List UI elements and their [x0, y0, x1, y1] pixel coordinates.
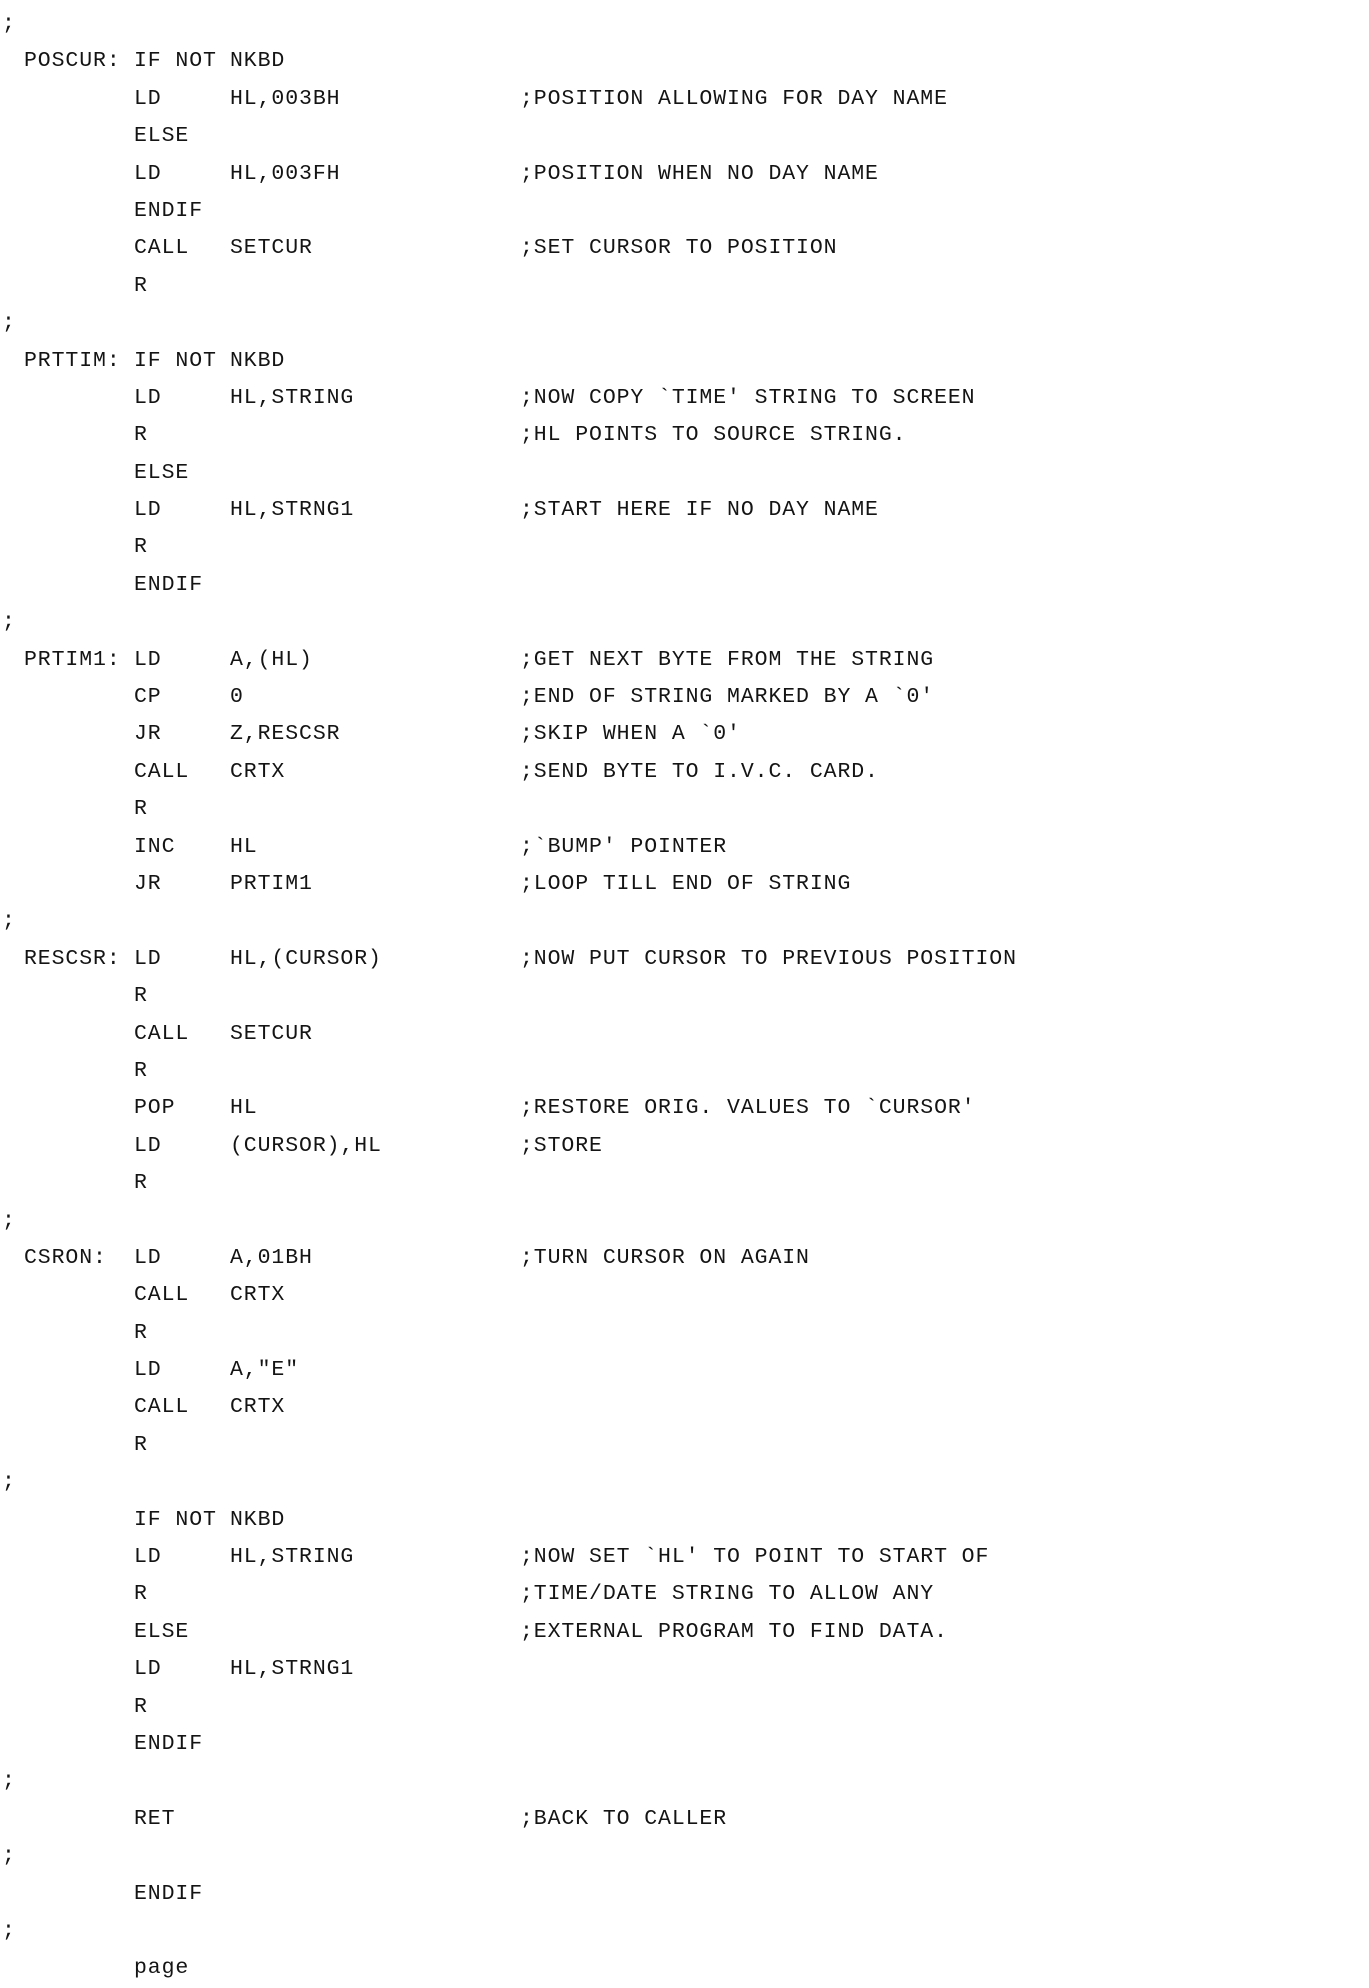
code-line	[0, 380, 1369, 417]
code-mnemonic: LD	[134, 86, 162, 111]
code-line	[0, 679, 1369, 716]
code-line	[0, 1689, 1369, 1726]
code-mnemonic: LD	[134, 1245, 162, 1270]
code-mnemonic: ELSE	[134, 124, 190, 149]
code-comment: ;SET CURSOR TO POSITION	[520, 236, 838, 261]
code-line	[0, 230, 1369, 267]
code-mnemonic: ELSE	[134, 1619, 190, 1644]
code-line	[0, 1502, 1369, 1539]
code-operand: 0	[230, 685, 244, 710]
code-comment: ;TIME/DATE STRING TO ALLOW ANY	[520, 1582, 935, 1607]
code-operand: NKBD	[230, 1507, 286, 1532]
code-mnemonic: ENDIF	[134, 198, 204, 223]
code-line	[0, 1651, 1369, 1688]
code-mnemonic: RET	[134, 1806, 176, 1831]
code-line	[0, 1427, 1369, 1464]
code-comment: ;SEND BYTE TO I.V.C. CARD.	[520, 759, 879, 784]
code-line	[0, 43, 1369, 80]
code-operand: CRTX	[230, 759, 286, 784]
code-line	[0, 268, 1369, 305]
code-operand: HL	[230, 1096, 258, 1121]
code-operand: NKBD	[230, 348, 286, 373]
code-line	[0, 1950, 1369, 1987]
code-mnemonic: JR	[134, 871, 162, 896]
code-mnemonic: R	[134, 535, 148, 560]
code-line	[0, 1277, 1369, 1314]
code-comment: ;HL POINTS TO SOURCE STRING.	[520, 423, 907, 448]
code-line	[0, 716, 1369, 753]
code-operand: HL,STRING	[230, 1545, 355, 1570]
code-line	[0, 1128, 1369, 1165]
code-line	[0, 791, 1369, 828]
code-line	[0, 978, 1369, 1015]
code-comment: ;START HERE IF NO DAY NAME	[520, 498, 879, 523]
code-mnemonic: CALL	[134, 1395, 190, 1420]
code-operand: (CURSOR),HL	[230, 1133, 382, 1158]
code-mnemonic: R	[134, 1432, 148, 1457]
code-line	[0, 1576, 1369, 1613]
code-line	[0, 941, 1369, 978]
code-line	[0, 529, 1369, 566]
code-comment: ;END OF STRING MARKED BY A `0'	[520, 685, 935, 710]
code-mnemonic: ENDIF	[134, 1881, 204, 1906]
code-mnemonic: IF NOT	[134, 1507, 217, 1532]
code-operand: HL,003FH	[230, 161, 341, 186]
comment-marker: ;	[2, 311, 16, 336]
code-line	[0, 1053, 1369, 1090]
code-operand: A,01BH	[230, 1245, 313, 1270]
code-line	[0, 1352, 1369, 1389]
code-operand: HL	[230, 834, 258, 859]
code-line	[0, 642, 1369, 679]
code-comment: ;POSITION ALLOWING FOR DAY NAME	[520, 86, 948, 111]
code-operand: HL,003BH	[230, 86, 341, 111]
code-mnemonic: LD	[134, 161, 162, 186]
code-comment: ;SKIP WHEN A `0'	[520, 722, 741, 747]
code-comment: ;TURN CURSOR ON AGAIN	[520, 1245, 810, 1270]
code-line	[0, 343, 1369, 380]
code-mnemonic: CALL	[134, 1283, 190, 1308]
code-line	[0, 81, 1369, 118]
code-operand: A,(HL)	[230, 647, 313, 672]
code-comment: ;EXTERNAL PROGRAM TO FIND DATA.	[520, 1619, 948, 1644]
code-mnemonic: ENDIF	[134, 572, 204, 597]
code-mnemonic: CALL	[134, 1021, 190, 1046]
code-mnemonic: ELSE	[134, 460, 190, 485]
code-comment: ;NOW SET `HL' TO POINT TO START OF	[520, 1545, 990, 1570]
code-line	[0, 1203, 1369, 1240]
code-operand: HL,STRING	[230, 385, 355, 410]
code-mnemonic: R	[134, 423, 148, 448]
code-mnemonic: R	[134, 1171, 148, 1196]
code-operand: SETCUR	[230, 236, 313, 261]
code-comment: ;NOW COPY `TIME' STRING TO SCREEN	[520, 385, 976, 410]
code-mnemonic: LD	[134, 1133, 162, 1158]
code-mnemonic: LD	[134, 1657, 162, 1682]
code-line	[0, 6, 1369, 43]
code-mnemonic: LD	[134, 1545, 162, 1570]
code-line	[0, 1876, 1369, 1913]
code-line	[0, 866, 1369, 903]
code-label: CSRON:	[24, 1245, 107, 1270]
code-line	[0, 156, 1369, 193]
code-operand: PRTIM1	[230, 871, 313, 896]
code-mnemonic: LD	[134, 946, 162, 971]
code-mnemonic: LD	[134, 647, 162, 672]
code-operand: HL,STRNG1	[230, 498, 355, 523]
code-line	[0, 1464, 1369, 1501]
code-operand: HL,STRNG1	[230, 1657, 355, 1682]
code-line	[0, 1913, 1369, 1950]
comment-marker: ;	[2, 1208, 16, 1233]
code-comment: ;STORE	[520, 1133, 603, 1158]
code-comment: ;`BUMP' POINTER	[520, 834, 728, 859]
code-operand: NKBD	[230, 49, 286, 74]
code-line	[0, 1016, 1369, 1053]
comment-marker: ;	[2, 1470, 16, 1495]
code-mnemonic: LD	[134, 498, 162, 523]
code-mnemonic: R	[134, 984, 148, 1009]
code-mnemonic: ENDIF	[134, 1731, 204, 1756]
code-operand: Z,RESCSR	[230, 722, 341, 747]
code-comment: ;LOOP TILL END OF STRING	[520, 871, 852, 896]
code-line	[0, 754, 1369, 791]
code-operand: CRTX	[230, 1395, 286, 1420]
code-mnemonic: R	[134, 273, 148, 298]
code-mnemonic: R	[134, 1058, 148, 1083]
code-mnemonic: R	[134, 1582, 148, 1607]
code-label: PRTTIM:	[24, 348, 121, 373]
code-mnemonic: LD	[134, 1358, 162, 1383]
code-line	[0, 1763, 1369, 1800]
code-mnemonic: IF NOT	[134, 49, 217, 74]
code-mnemonic: page	[134, 1956, 190, 1981]
code-line	[0, 1539, 1369, 1576]
code-label: RESCSR:	[24, 946, 121, 971]
code-line	[0, 118, 1369, 155]
code-mnemonic: R	[134, 1320, 148, 1345]
code-operand: SETCUR	[230, 1021, 313, 1046]
code-comment: ;POSITION WHEN NO DAY NAME	[520, 161, 879, 186]
code-line	[0, 492, 1369, 529]
code-mnemonic: CALL	[134, 759, 190, 784]
code-line	[0, 417, 1369, 454]
code-line	[0, 193, 1369, 230]
code-line	[0, 305, 1369, 342]
code-mnemonic: INC	[134, 834, 176, 859]
code-mnemonic: JR	[134, 722, 162, 747]
code-mnemonic: CALL	[134, 236, 190, 261]
code-mnemonic: CP	[134, 685, 162, 710]
code-mnemonic: R	[134, 797, 148, 822]
code-line	[0, 1315, 1369, 1352]
code-line	[0, 567, 1369, 604]
code-comment: ;RESTORE ORIG. VALUES TO `CURSOR'	[520, 1096, 976, 1121]
code-label: PRTIM1:	[24, 647, 121, 672]
code-label: POSCUR:	[24, 49, 121, 74]
code-line	[0, 1726, 1369, 1763]
comment-marker: ;	[2, 1918, 16, 1943]
comment-marker: ;	[2, 1844, 16, 1869]
comment-marker: ;	[2, 909, 16, 934]
code-mnemonic: POP	[134, 1096, 176, 1121]
assembly-listing	[0, 6, 1369, 1988]
code-line	[0, 1389, 1369, 1426]
comment-marker: ;	[2, 1769, 16, 1794]
code-comment: ;NOW PUT CURSOR TO PREVIOUS POSITION	[520, 946, 1017, 971]
comment-marker: ;	[2, 12, 16, 36]
code-operand: A,"E"	[230, 1358, 300, 1383]
code-mnemonic: R	[134, 1694, 148, 1719]
code-mnemonic: IF NOT	[134, 348, 217, 373]
comment-marker: ;	[2, 610, 16, 635]
code-line	[0, 1801, 1369, 1838]
code-line	[0, 1090, 1369, 1127]
code-line	[0, 1614, 1369, 1651]
code-line	[0, 1838, 1369, 1875]
code-line	[0, 1165, 1369, 1202]
code-operand: HL,(CURSOR)	[230, 946, 382, 971]
code-mnemonic: LD	[134, 385, 162, 410]
code-line	[0, 455, 1369, 492]
code-line	[0, 1240, 1369, 1277]
code-line	[0, 604, 1369, 641]
code-line	[0, 903, 1369, 940]
code-line	[0, 829, 1369, 866]
code-operand: CRTX	[230, 1283, 286, 1308]
code-comment: ;GET NEXT BYTE FROM THE STRING	[520, 647, 935, 672]
code-comment: ;BACK TO CALLER	[520, 1806, 728, 1831]
